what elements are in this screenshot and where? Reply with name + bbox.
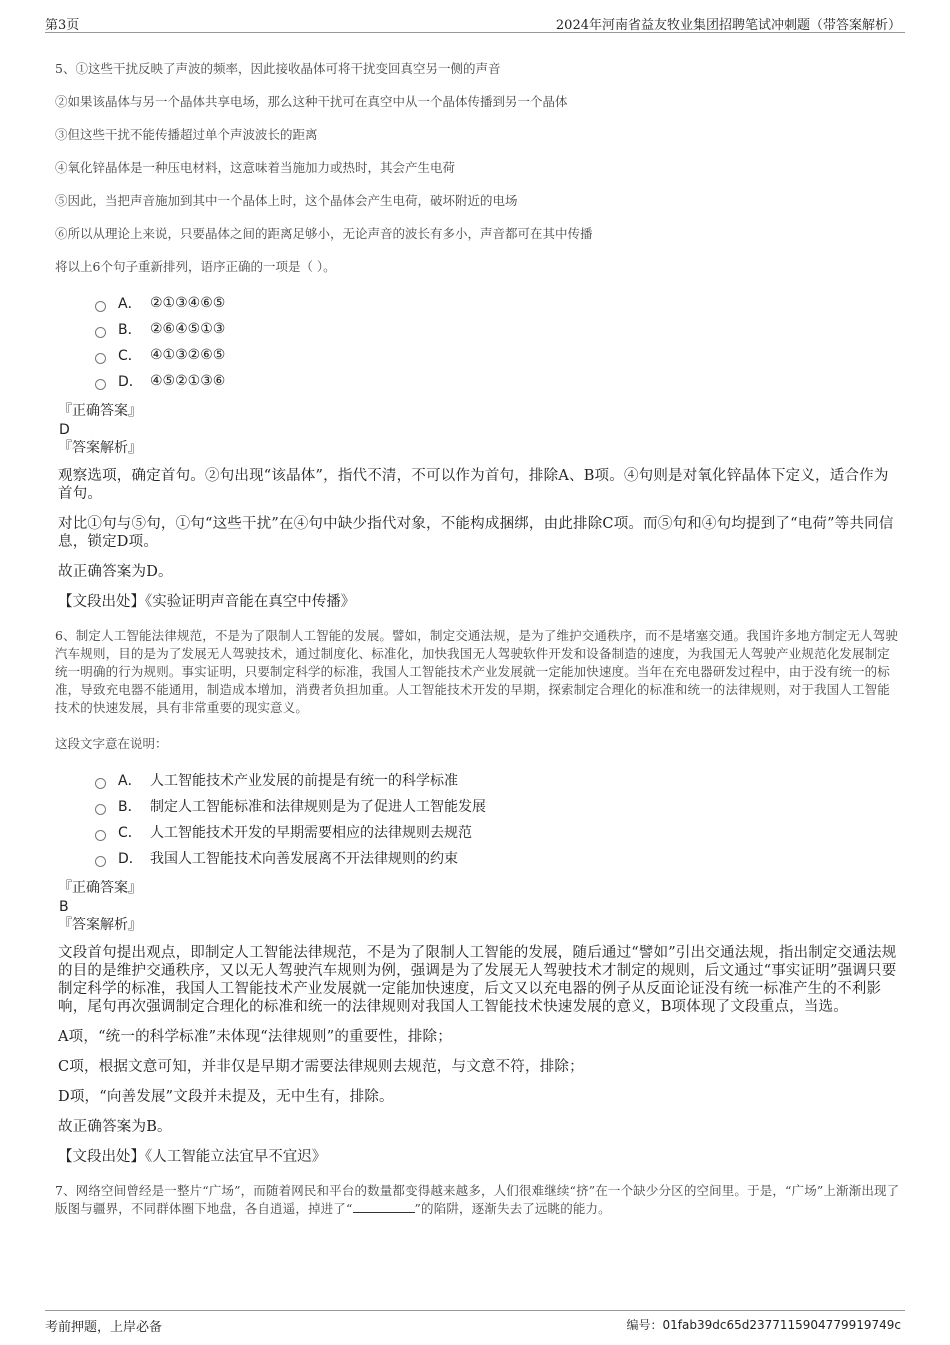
option-letter: D． — [118, 851, 143, 867]
source-citation: 【文段出处】《人工智能立法宜早不宜迟》 — [58, 1149, 327, 1165]
option-text: 我国人工智能技术向善发展离不开法律规则的约束 — [150, 851, 458, 867]
option-d[interactable] — [95, 845, 900, 871]
option-letter: C． — [118, 348, 142, 364]
question-7 — [55, 1182, 900, 1218]
option-c[interactable] — [95, 342, 900, 368]
fill-blank — [353, 1200, 415, 1213]
option-letter: C． — [118, 825, 142, 841]
option-c[interactable] — [95, 819, 900, 845]
radio-button[interactable] — [95, 327, 106, 338]
analysis-label: 『答案解析』 — [58, 440, 142, 456]
option-b[interactable] — [95, 316, 900, 342]
option-letter: A． — [118, 296, 142, 312]
analysis-paragraph: 故正确答案为D。 — [58, 564, 173, 580]
option-d[interactable] — [95, 368, 900, 394]
option-letter: A． — [118, 773, 142, 789]
question-5 — [55, 60, 900, 611]
option-text: 人工智能技术开发的早期需要相应的法律规则去规范 — [150, 825, 472, 841]
source-citation: 【文段出处】《实验证明声音能在真空中传播》 — [58, 594, 356, 610]
analysis-paragraph: 观察选项，确定首句。②句出现“该晶体”，指代不清，不可以作为首句，排除A、B项。④句则是对氧化锌晶体下定义，适合作为首句。 — [58, 468, 889, 502]
option-letter: D． — [118, 374, 143, 390]
page-content — [55, 60, 900, 1228]
question-6 — [55, 627, 900, 1166]
answer-label: 『正确答案』 — [58, 403, 142, 419]
option-text: 制定人工智能标准和法律规则是为了促进人工智能发展 — [150, 799, 486, 815]
sentence: 5、①这些干扰反映了声波的频率，因此接收晶体可将干扰变回真空另一侧的声音 — [55, 61, 501, 76]
sentence: ⑤因此，当把声音施加到其中一个晶体上时，这个晶体会产生电荷，破坏附近的电场 — [55, 193, 518, 208]
analysis-paragraph: 故正确答案为B。 — [58, 1119, 172, 1135]
document-title: 2024年河南省益友牧业集团招聘笔试冲刺题（带答案解析） — [555, 18, 901, 33]
sentence: ④氧化锌晶体是一种压电材料，这意味着当施加力或热时，其会产生电荷 — [55, 160, 456, 175]
passage-text: 7、网络空间曾经是一整片“广场”，而随着网民和平台的数量都变得越来越多，人们很难继续“挤”在一个缺少分区的空间里。于是，“广场”上渐渐出现了版图与疆界，不同群体圈下地盘，各自逍遥，掉进了“ — [55, 1183, 900, 1216]
answer-label: 『正确答案』 — [58, 880, 142, 896]
footer-slogan: 考前押题，上岸必备 — [45, 1320, 163, 1335]
option-text: 人工智能技术产业发展的前提是有统一的科学标准 — [150, 773, 458, 789]
page-number: 第3页 — [45, 18, 80, 33]
option-text: ④⑤②①③⑥ — [150, 373, 226, 389]
option-a[interactable] — [95, 290, 900, 316]
answer-value: D — [59, 422, 70, 438]
option-text: ②⑥④⑤①③ — [150, 321, 226, 337]
option-text: ②①③④⑥⑤ — [150, 295, 226, 311]
option-list — [95, 290, 900, 394]
radio-button[interactable] — [95, 830, 106, 841]
document-serial: 编号：01fab39dc65d2377115904779919749c — [626, 1318, 901, 1332]
question-prompt: 这段文字意在说明： — [55, 736, 168, 751]
option-b[interactable] — [95, 793, 900, 819]
option-text: ④①③②⑥⑤ — [150, 347, 226, 363]
passage-text: ”的陷阱，逐渐失去了远眺的能力。 — [414, 1201, 611, 1216]
radio-button[interactable] — [95, 778, 106, 789]
radio-button[interactable] — [95, 301, 106, 312]
analysis-paragraph: D项，“向善发展”文段并未提及，无中生有，排除。 — [58, 1089, 394, 1105]
page-footer — [45, 1310, 905, 1335]
option-letter: B． — [118, 322, 142, 338]
question-passage — [55, 1182, 900, 1218]
radio-button[interactable] — [95, 379, 106, 390]
option-list — [95, 767, 900, 871]
analysis-paragraph: A项，“统一的科学标准”未体现“法律规则”的重要性，排除； — [58, 1029, 452, 1045]
analysis-paragraph: C项，根据文意可知，并非仅是早期才需要法律规则去规范，与文意不符，排除； — [58, 1059, 584, 1075]
analysis-paragraph: 对比①句与⑤句，①句“这些干扰”在④句中缺少指代对象，不能构成捆绑，由此排除C项。而⑤句和④句均提到了“电荷”等共同信息，锁定D项。 — [58, 516, 894, 550]
page-header — [45, 12, 905, 33]
sentence: ⑥所以从理论上来说，只要晶体之间的距离足够小，无论声音的波长有多小，声音都可在其中传播 — [55, 226, 593, 241]
sentence: ③但这些干扰不能传播超过单个声波波长的距离 — [55, 127, 318, 142]
radio-button[interactable] — [95, 856, 106, 867]
analysis-paragraph: 文段首句提出观点，即制定人工智能法律规范，不是为了限制人工智能的发展，随后通过“譬如”引出交通法规，指出制定交通法规的目的是维护交通秩序，又以无人驾驶汽车规则为例，强调是为了发展无人驾驶技术才制定的规则，后文通过“事实证明”强调只要制定科学的标准，我国人工智能技术产业发展就一定能加快速度，后文又以充电器的例子从反面论证没有统一标准产生的不利影响，尾句再次强调制定合理化的标准和统一的法律规则对我国人工智能技术快速发展的意义，B项体现了文段重点，当选。 — [58, 945, 897, 1015]
question-passage: 6、制定人工智能法律规范，不是为了限制人工智能的发展。譬如，制定交通法规，是为了维护交通秩序，而不是堵塞交通。我国许多地方制定无人驾驶汽车规则，目的是为了发展无人驾驶技术，通过制度化、标准化，加快我国无人驾驶软件开发和设备制造的速度，为我国无人驾驶产业规范化发展制定统一明确的行为规则。事实证明，只要制定科学的标准，我国人工智能技术产业发展就一定能加快速度。当年在充电器研发过程中，由于没有统一的标准，导致充电器不能通用，制造成本增加，消费者负担加重。人工智能技术开发的早期，探索制定合理化的标准和统一的法律规则，对于我国人工智能技术的快速发展，具有非常重要的现实意义。 — [55, 628, 899, 715]
option-a[interactable] — [95, 767, 900, 793]
radio-button[interactable] — [95, 353, 106, 364]
answer-value: B — [59, 899, 69, 915]
radio-button[interactable] — [95, 804, 106, 815]
option-letter: B． — [118, 799, 142, 815]
question-prompt: 将以上6个句子重新排列，语序正确的一项是（ ）。 — [55, 259, 336, 274]
analysis-label: 『答案解析』 — [58, 917, 142, 933]
sentence: ②如果该晶体与另一个晶体共享电场，那么这种干扰可在真空中从一个晶体传播到另一个晶体 — [55, 94, 568, 109]
